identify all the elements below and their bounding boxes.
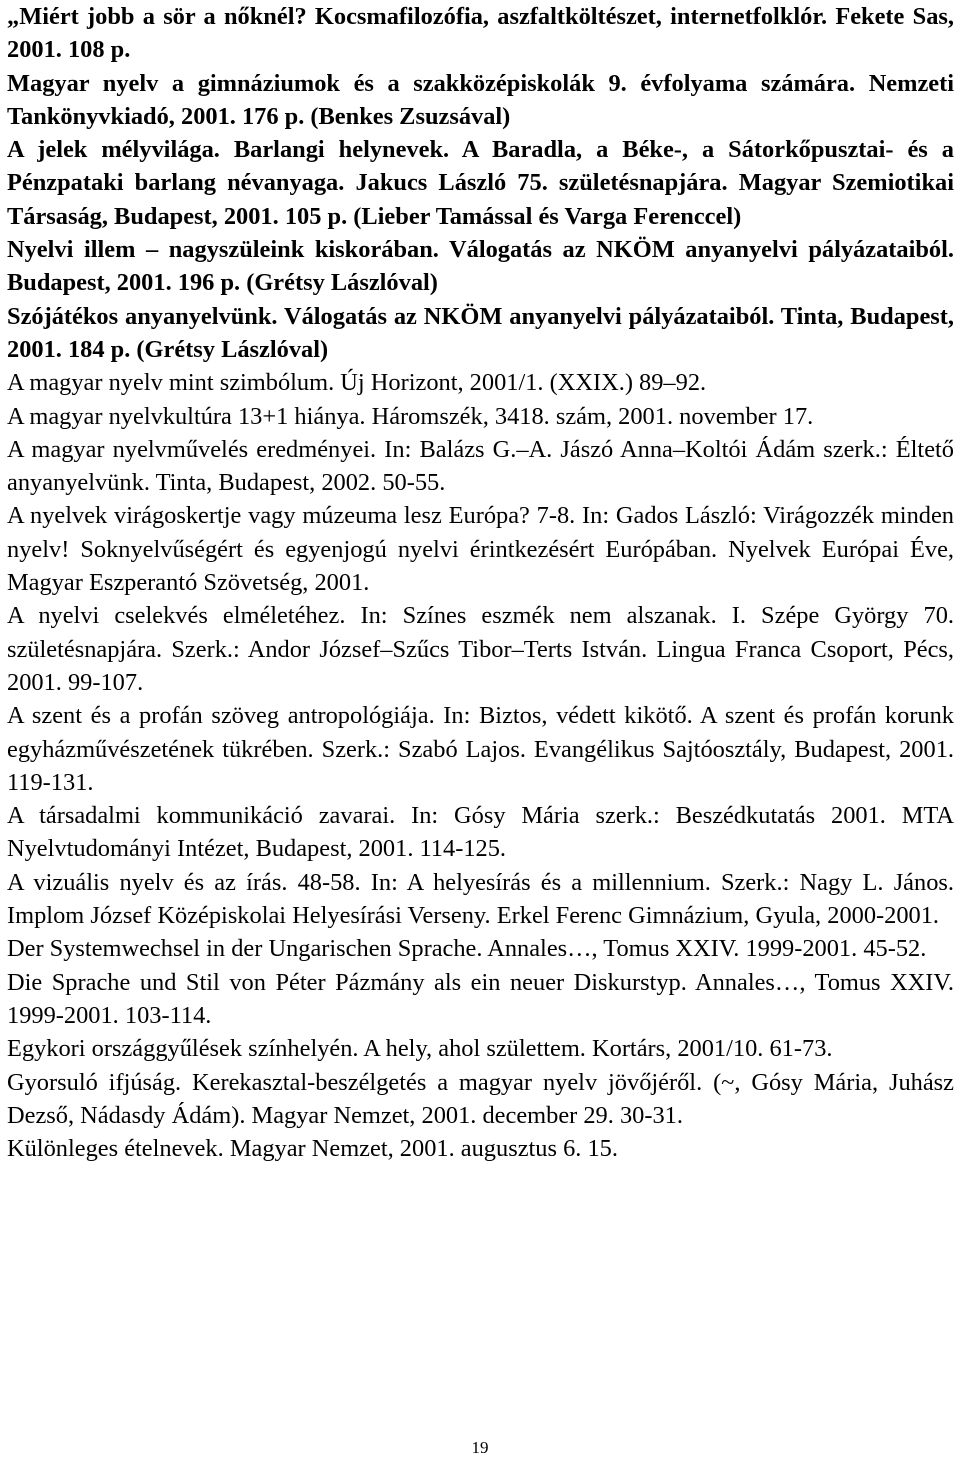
bibliography-entry: Szójátékos anyanyelvünk. Válogatás az NKÖM anyanyelvi pályázataiból. Tinta, Budapest, 2001. 184 p. (Grétsy Lászlóval): [7, 302, 954, 363]
bibliography-entry: Nyelvi illem – nagyszüleink kiskorában. Válogatás az NKÖM anyanyelvi pályázataiból. Budapest, 2001. 196 p. (Grétsy Lászlóval): [7, 236, 954, 297]
bibliography-entry: Der Systemwechsel in der Ungarischen Sprache. Annales…, Tomus XXIV. 1999-2001. 45-52.: [7, 935, 927, 963]
bibliography-entry: A vizuális nyelv és az írás. 48-58. In: A helyesírás és a millennium. Szerk.: Nagy L. János. Implom József Középiskolai Helyesírási Verseny. Erkel Ferenc Gimnázium, Gyula, 2000-2001.: [7, 868, 954, 930]
bibliography-entry: Egykori országgyűlések színhelyén. A hely, ahol születtem. Kortárs, 2001/10. 61-73.: [7, 1035, 833, 1063]
bibliography-entry: Különleges ételnevek. Magyar Nemzet, 2001. augusztus 6. 15.: [7, 1135, 618, 1163]
bibliography-entry: A nyelvek virágoskertje vagy múzeuma lesz Európa? 7-8. In: Gados László: Virágozzék minden nyelv! Soknyelvűségért és egyenjogú nyelvi érintkezésért Európában. Nyelvek Európai Éve, Magyar Eszperantó Szövetség, 2001.: [7, 502, 954, 597]
bibliography-entry: A szent és a profán szöveg antropológiája. In: Biztos, védett kikötő. A szent és profán korunk egyházművészetének tükrében. Szerk.: Szabó Lajos. Evangélikus Sajtóosztály, Budapest, 2001. 119-131.: [7, 702, 954, 796]
bibliography-entry: Magyar nyelv a gimnáziumok és a szakközépiskolák 9. évfolyama számára. Nemzeti Tankönyvkiadó, 2001. 176 p. (Benkes Zsuzsával): [7, 69, 954, 130]
bibliography-entry: A magyar nyelvművelés eredményei. In: Balázs G.–A. Jászó Anna–Koltói Ádám szerk.: Éltető anyanyelvünk. Tinta, Budapest, 2002. 50-55.: [7, 435, 954, 497]
bibliography-entry: Die Sprache und Stil von Péter Pázmány als ein neuer Diskurstyp. Annales…, Tomus XXIV. 1999-2001. 103-114.: [7, 968, 954, 1029]
bibliography-page: [7, 0, 954, 1165]
page-number: 19: [471, 1438, 489, 1457]
bibliography-entry: A magyar nyelvkultúra 13+1 hiánya. Háromszék, 3418. szám, 2001. november 17.: [7, 402, 814, 430]
bibliography-entry: Gyorsuló ifjúság. Kerekasztal-beszélgetés a magyar nyelv jövőjéről. (~, Gósy Mária, Juhász Dezső, Nádasdy Ádám). Magyar Nemzet, 2001. december 29. 30-31.: [7, 1068, 954, 1129]
bibliography-entry: A jelek mélyvilága. Barlangi helynevek. A Baradla, a Béke-, a Sátorkőpusztai- és a Pénzpataki barlang névanyaga. Jakucs László 75. születésnapjára. Magyar Szemiotikai Társaság, Budapest, 2001. 105 p. (Lieber Tamással és Varga Ferenccel): [7, 136, 954, 230]
bibliography-entry: „Miért jobb a sör a nőknél? Kocsmafilozófia, aszfaltköltészet, internetfolklór. Fekete Sas, 2001. 108 p.: [7, 3, 954, 64]
bibliography-entry: A magyar nyelv mint szimbólum. Új Horizont, 2001/1. (XXIX.) 89–92.: [7, 369, 707, 397]
bibliography-entry: A nyelvi cselekvés elméletéhez. In: Színes eszmék nem alszanak. I. Szépe György 70. születésnapjára. Szerk.: Andor József–Szűcs Tibor–Terts István. Lingua Franca Csoport, Pécs, 2001. 99-107.: [7, 602, 954, 696]
bibliography-entry: A társadalmi kommunikáció zavarai. In: Gósy Mária szerk.: Beszédkutatás 2001. MTA Nyelvtudományi Intézet, Budapest, 2001. 114-125.: [7, 802, 954, 863]
